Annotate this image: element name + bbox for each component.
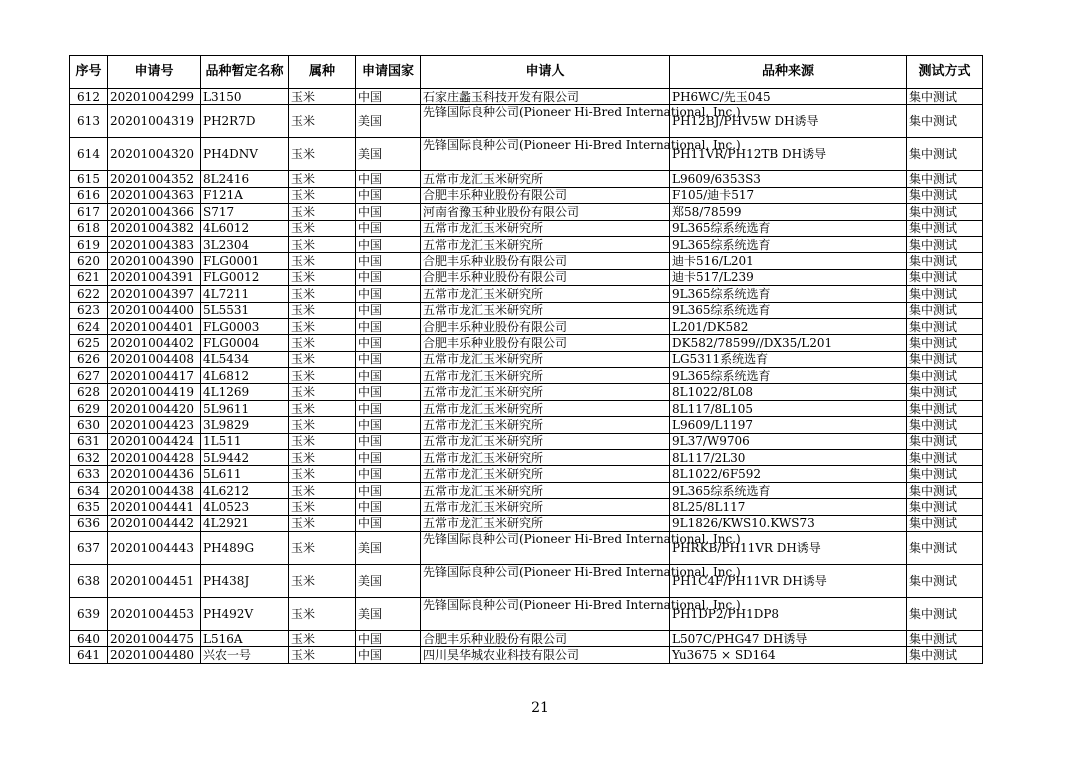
- table-row: [70, 105, 983, 138]
- application-no-cell: 20201004424: [108, 433, 201, 449]
- col-header-variety-name: 品种暂定名称: [201, 56, 289, 89]
- application-no-cell: 20201004438: [108, 482, 201, 498]
- table-row: [70, 187, 983, 203]
- seq-cell: 620: [70, 253, 108, 269]
- application-no-cell: 20201004320: [108, 138, 201, 171]
- country-cell: 中国: [356, 286, 421, 302]
- genus-cell: 玉米: [289, 171, 356, 187]
- country-cell: 美国: [356, 105, 421, 138]
- seq-cell: 628: [70, 384, 108, 400]
- application-no-cell: 20201004382: [108, 220, 201, 236]
- country-cell: 中国: [356, 482, 421, 498]
- seq-cell: 619: [70, 236, 108, 252]
- application-no-cell: 20201004423: [108, 417, 201, 433]
- table-row: [70, 220, 983, 236]
- variety-name-cell: 兴农一号: [201, 647, 289, 663]
- applicant-cell: 合肥丰乐种业股份有限公司: [421, 630, 670, 646]
- applicant-cell: 合肥丰乐种业股份有限公司: [421, 253, 670, 269]
- table-row: [70, 204, 983, 220]
- country-cell: 中国: [356, 318, 421, 334]
- variety-name-cell: 4L6812: [201, 368, 289, 384]
- table-row: [70, 531, 983, 564]
- table-row: [70, 89, 983, 105]
- genus-cell: 玉米: [289, 630, 356, 646]
- application-no-cell: 20201004480: [108, 647, 201, 663]
- application-no-cell: 20201004352: [108, 171, 201, 187]
- table-row: [70, 138, 983, 171]
- origin-cell: PH11VR/PH12TB DH诱导: [670, 138, 907, 171]
- applicant-cell: 五常市龙汇玉米研究所: [421, 482, 670, 498]
- applicant-cell: 五常市龙汇玉米研究所: [421, 450, 670, 466]
- seq-cell: 639: [70, 597, 108, 630]
- genus-cell: 玉米: [289, 253, 356, 269]
- test-method-cell: 集中测试: [907, 531, 983, 564]
- test-method-cell: 集中测试: [907, 564, 983, 597]
- country-cell: 中国: [356, 647, 421, 663]
- applicant-cell: 合肥丰乐种业股份有限公司: [421, 335, 670, 351]
- test-method-cell: 集中测试: [907, 647, 983, 663]
- test-method-cell: 集中测试: [907, 335, 983, 351]
- test-method-cell: 集中测试: [907, 384, 983, 400]
- applicant-cell: 五常市龙汇玉米研究所: [421, 368, 670, 384]
- variety-name-cell: 4L7211: [201, 286, 289, 302]
- table-row: [70, 253, 983, 269]
- origin-cell: L9609/6353S3: [670, 171, 907, 187]
- country-cell: 中国: [356, 253, 421, 269]
- seq-cell: 616: [70, 187, 108, 203]
- origin-cell: PH1DP2/PH1DP8: [670, 597, 907, 630]
- origin-cell: L201/DK582: [670, 318, 907, 334]
- country-cell: 中国: [356, 220, 421, 236]
- country-cell: 中国: [356, 450, 421, 466]
- country-cell: 中国: [356, 368, 421, 384]
- test-method-cell: 集中测试: [907, 171, 983, 187]
- variety-name-cell: 5L9611: [201, 400, 289, 416]
- applicant-cell: 合肥丰乐种业股份有限公司: [421, 187, 670, 203]
- variety-name-cell: FLG0004: [201, 335, 289, 351]
- origin-cell: DK582/78599//DX35/L201: [670, 335, 907, 351]
- test-method-cell: 集中测试: [907, 89, 983, 105]
- table-row: [70, 433, 983, 449]
- test-method-cell: 集中测试: [907, 187, 983, 203]
- origin-cell: 9L365综系统选育: [670, 236, 907, 252]
- applicant-cell: 石家庄蠡玉科技开发有限公司: [421, 89, 670, 105]
- seq-cell: 621: [70, 269, 108, 285]
- col-header-application-no: 申请号: [108, 56, 201, 89]
- variety-name-cell: 4L6212: [201, 482, 289, 498]
- genus-cell: 玉米: [289, 286, 356, 302]
- test-method-cell: 集中测试: [907, 220, 983, 236]
- application-no-cell: 20201004419: [108, 384, 201, 400]
- genus-cell: 玉米: [289, 89, 356, 105]
- application-no-cell: 20201004420: [108, 400, 201, 416]
- origin-cell: 郑58/78599: [670, 204, 907, 220]
- applicant-cell: 五常市龙汇玉米研究所: [421, 351, 670, 367]
- genus-cell: 玉米: [289, 450, 356, 466]
- seq-cell: 636: [70, 515, 108, 531]
- seq-cell: 635: [70, 499, 108, 515]
- application-no-cell: 20201004436: [108, 466, 201, 482]
- seq-cell: 627: [70, 368, 108, 384]
- country-cell: 美国: [356, 564, 421, 597]
- variety-name-cell: 5L611: [201, 466, 289, 482]
- country-cell: 中国: [356, 269, 421, 285]
- table-row: [70, 515, 983, 531]
- variety-name-cell: FLG0012: [201, 269, 289, 285]
- genus-cell: 玉米: [289, 318, 356, 334]
- test-method-cell: 集中测试: [907, 597, 983, 630]
- table-row: [70, 630, 983, 646]
- test-method-cell: 集中测试: [907, 351, 983, 367]
- page-number: 21: [531, 700, 549, 716]
- origin-cell: 8L1022/8L08: [670, 384, 907, 400]
- table-row: [70, 286, 983, 302]
- country-cell: 中国: [356, 499, 421, 515]
- applicant-cell: 五常市龙汇玉米研究所: [421, 384, 670, 400]
- test-method-cell: 集中测试: [907, 450, 983, 466]
- table-header-row: [70, 56, 983, 89]
- test-method-cell: 集中测试: [907, 630, 983, 646]
- genus-cell: 玉米: [289, 236, 356, 252]
- seq-cell: 613: [70, 105, 108, 138]
- applicant-cell: 先锋国际良种公司(Pioneer Hi-Bred International, Inc.): [421, 531, 670, 564]
- variety-name-cell: PH438J: [201, 564, 289, 597]
- variety-name-cell: 3L9829: [201, 417, 289, 433]
- application-no-cell: 20201004400: [108, 302, 201, 318]
- table-row: [70, 318, 983, 334]
- applicant-cell: 四川昊华城农业科技有限公司: [421, 647, 670, 663]
- test-method-cell: 集中测试: [907, 138, 983, 171]
- genus-cell: 玉米: [289, 384, 356, 400]
- genus-cell: 玉米: [289, 515, 356, 531]
- country-cell: 中国: [356, 335, 421, 351]
- country-cell: 中国: [356, 466, 421, 482]
- genus-cell: 玉米: [289, 597, 356, 630]
- seq-cell: 624: [70, 318, 108, 334]
- col-header-seq: 序号: [70, 56, 108, 89]
- seq-cell: 617: [70, 204, 108, 220]
- applicant-cell: 先锋国际良种公司(Pioneer Hi-Bred International, Inc.): [421, 138, 670, 171]
- application-no-cell: 20201004453: [108, 597, 201, 630]
- applicant-cell: 五常市龙汇玉米研究所: [421, 515, 670, 531]
- variety-name-cell: 4L2921: [201, 515, 289, 531]
- genus-cell: 玉米: [289, 187, 356, 203]
- application-no-cell: 20201004442: [108, 515, 201, 531]
- table-row: [70, 647, 983, 663]
- seq-cell: 637: [70, 531, 108, 564]
- seq-cell: 625: [70, 335, 108, 351]
- variety-name-cell: 4L0523: [201, 499, 289, 515]
- applicant-cell: 五常市龙汇玉米研究所: [421, 400, 670, 416]
- genus-cell: 玉米: [289, 499, 356, 515]
- applicant-cell: 五常市龙汇玉米研究所: [421, 417, 670, 433]
- test-method-cell: 集中测试: [907, 269, 983, 285]
- application-no-cell: 20201004397: [108, 286, 201, 302]
- origin-cell: L9609/L1197: [670, 417, 907, 433]
- test-method-cell: 集中测试: [907, 482, 983, 498]
- genus-cell: 玉米: [289, 433, 356, 449]
- application-no-cell: 20201004475: [108, 630, 201, 646]
- applicant-cell: 五常市龙汇玉米研究所: [421, 499, 670, 515]
- col-header-genus: 属种: [289, 56, 356, 89]
- genus-cell: 玉米: [289, 417, 356, 433]
- origin-cell: PH12BJ/PHV5W DH诱导: [670, 105, 907, 138]
- variety-name-cell: F121A: [201, 187, 289, 203]
- country-cell: 中国: [356, 433, 421, 449]
- table-row: [70, 400, 983, 416]
- applicant-cell: 五常市龙汇玉米研究所: [421, 286, 670, 302]
- seq-cell: 638: [70, 564, 108, 597]
- seq-cell: 626: [70, 351, 108, 367]
- variety-name-cell: FLG0001: [201, 253, 289, 269]
- test-method-cell: 集中测试: [907, 204, 983, 220]
- origin-cell: 9L1826/KWS10.KWS73: [670, 515, 907, 531]
- variety-name-cell: 4L5434: [201, 351, 289, 367]
- country-cell: 中国: [356, 630, 421, 646]
- variety-name-cell: S717: [201, 204, 289, 220]
- test-method-cell: 集中测试: [907, 499, 983, 515]
- application-no-cell: 20201004390: [108, 253, 201, 269]
- seq-cell: 623: [70, 302, 108, 318]
- application-no-cell: 20201004402: [108, 335, 201, 351]
- variety-name-cell: FLG0003: [201, 318, 289, 334]
- genus-cell: 玉米: [289, 220, 356, 236]
- applicant-cell: 五常市龙汇玉米研究所: [421, 220, 670, 236]
- seq-cell: 629: [70, 400, 108, 416]
- applicant-cell: 合肥丰乐种业股份有限公司: [421, 269, 670, 285]
- genus-cell: 玉米: [289, 564, 356, 597]
- table-row: [70, 236, 983, 252]
- genus-cell: 玉米: [289, 138, 356, 171]
- applicant-cell: 先锋国际良种公司(Pioneer Hi-Bred International, Inc.): [421, 564, 670, 597]
- origin-cell: PHRKB/PH11VR DH诱导: [670, 531, 907, 564]
- genus-cell: 玉米: [289, 647, 356, 663]
- origin-cell: 迪卡517/L239: [670, 269, 907, 285]
- applicant-cell: 五常市龙汇玉米研究所: [421, 236, 670, 252]
- test-method-cell: 集中测试: [907, 318, 983, 334]
- origin-cell: 9L365综系统选育: [670, 302, 907, 318]
- genus-cell: 玉米: [289, 204, 356, 220]
- country-cell: 中国: [356, 171, 421, 187]
- origin-cell: 9L365综系统选育: [670, 286, 907, 302]
- application-no-cell: 20201004299: [108, 89, 201, 105]
- country-cell: 中国: [356, 351, 421, 367]
- origin-cell: 9L365综系统选育: [670, 368, 907, 384]
- applicant-cell: 河南省豫玉种业股份有限公司: [421, 204, 670, 220]
- col-header-test-method: 测试方式: [907, 56, 983, 89]
- test-method-cell: 集中测试: [907, 466, 983, 482]
- applicant-cell: 合肥丰乐种业股份有限公司: [421, 318, 670, 334]
- applicant-cell: 五常市龙汇玉米研究所: [421, 466, 670, 482]
- country-cell: 中国: [356, 302, 421, 318]
- table-row: [70, 335, 983, 351]
- seq-cell: 630: [70, 417, 108, 433]
- origin-cell: Yu3675 × SD164: [670, 647, 907, 663]
- country-cell: 美国: [356, 138, 421, 171]
- table-row: [70, 351, 983, 367]
- country-cell: 中国: [356, 187, 421, 203]
- origin-cell: 9L365综系统选育: [670, 482, 907, 498]
- variety-name-cell: PH492V: [201, 597, 289, 630]
- table-row: [70, 564, 983, 597]
- col-header-applicant: 申请人: [421, 56, 670, 89]
- application-no-cell: 20201004366: [108, 204, 201, 220]
- country-cell: 中国: [356, 204, 421, 220]
- test-method-cell: 集中测试: [907, 515, 983, 531]
- genus-cell: 玉米: [289, 302, 356, 318]
- table-row: [70, 171, 983, 187]
- seq-cell: 640: [70, 630, 108, 646]
- table-row: [70, 466, 983, 482]
- country-cell: 美国: [356, 597, 421, 630]
- genus-cell: 玉米: [289, 368, 356, 384]
- table-row: [70, 269, 983, 285]
- application-no-cell: 20201004319: [108, 105, 201, 138]
- variety-name-cell: PH2R7D: [201, 105, 289, 138]
- variety-name-cell: L3150: [201, 89, 289, 105]
- genus-cell: 玉米: [289, 482, 356, 498]
- col-header-country: 申请国家: [356, 56, 421, 89]
- applicant-cell: 五常市龙汇玉米研究所: [421, 433, 670, 449]
- table-row: [70, 482, 983, 498]
- applicant-cell: 五常市龙汇玉米研究所: [421, 302, 670, 318]
- origin-cell: PH6WC/先玉045: [670, 89, 907, 105]
- country-cell: 中国: [356, 515, 421, 531]
- genus-cell: 玉米: [289, 335, 356, 351]
- seq-cell: 632: [70, 450, 108, 466]
- application-no-cell: 20201004363: [108, 187, 201, 203]
- country-cell: 美国: [356, 531, 421, 564]
- genus-cell: 玉米: [289, 531, 356, 564]
- test-method-cell: 集中测试: [907, 253, 983, 269]
- seq-cell: 618: [70, 220, 108, 236]
- test-method-cell: 集中测试: [907, 302, 983, 318]
- applicant-cell: 先锋国际良种公司(Pioneer Hi-Bred International, Inc.): [421, 597, 670, 630]
- table-row: [70, 384, 983, 400]
- variety-name-cell: 5L9442: [201, 450, 289, 466]
- variety-name-cell: 3L2304: [201, 236, 289, 252]
- origin-cell: 8L117/8L105: [670, 400, 907, 416]
- applicant-cell: 先锋国际良种公司(Pioneer Hi-Bred International, Inc.): [421, 105, 670, 138]
- application-no-cell: 20201004443: [108, 531, 201, 564]
- variety-name-cell: 5L5531: [201, 302, 289, 318]
- table-row: [70, 368, 983, 384]
- origin-cell: 8L1022/6F592: [670, 466, 907, 482]
- variety-name-cell: 1L511: [201, 433, 289, 449]
- seq-cell: 622: [70, 286, 108, 302]
- seq-cell: 614: [70, 138, 108, 171]
- table-row: [70, 499, 983, 515]
- table-row: [70, 450, 983, 466]
- origin-cell: LG5311系统选育: [670, 351, 907, 367]
- application-no-cell: 20201004428: [108, 450, 201, 466]
- application-no-cell: 20201004383: [108, 236, 201, 252]
- application-no-cell: 20201004391: [108, 269, 201, 285]
- variety-name-cell: PH489G: [201, 531, 289, 564]
- table-row: [70, 597, 983, 630]
- country-cell: 中国: [356, 384, 421, 400]
- origin-cell: 9L37/W9706: [670, 433, 907, 449]
- genus-cell: 玉米: [289, 400, 356, 416]
- test-method-cell: 集中测试: [907, 236, 983, 252]
- test-method-cell: 集中测试: [907, 105, 983, 138]
- test-method-cell: 集中测试: [907, 368, 983, 384]
- country-cell: 中国: [356, 400, 421, 416]
- genus-cell: 玉米: [289, 351, 356, 367]
- table-row: [70, 417, 983, 433]
- genus-cell: 玉米: [289, 105, 356, 138]
- table-row: [70, 302, 983, 318]
- variety-name-cell: 4L1269: [201, 384, 289, 400]
- origin-cell: 迪卡516/L201: [670, 253, 907, 269]
- application-no-cell: 20201004408: [108, 351, 201, 367]
- seq-cell: 612: [70, 89, 108, 105]
- origin-cell: 8L25/8L117: [670, 499, 907, 515]
- application-no-cell: 20201004401: [108, 318, 201, 334]
- country-cell: 中国: [356, 417, 421, 433]
- variety-name-cell: PH4DNV: [201, 138, 289, 171]
- seq-cell: 634: [70, 482, 108, 498]
- seq-cell: 641: [70, 647, 108, 663]
- origin-cell: F105/迪卡517: [670, 187, 907, 203]
- variety-name-cell: 8L2416: [201, 171, 289, 187]
- seq-cell: 631: [70, 433, 108, 449]
- country-cell: 中国: [356, 236, 421, 252]
- application-no-cell: 20201004417: [108, 368, 201, 384]
- application-no-cell: 20201004441: [108, 499, 201, 515]
- origin-cell: PH1C4F/PH11VR DH诱导: [670, 564, 907, 597]
- application-no-cell: 20201004451: [108, 564, 201, 597]
- seq-cell: 615: [70, 171, 108, 187]
- applicant-cell: 五常市龙汇玉米研究所: [421, 171, 670, 187]
- origin-cell: L507C/PHG47 DH诱导: [670, 630, 907, 646]
- seq-cell: 633: [70, 466, 108, 482]
- origin-cell: 8L117/2L30: [670, 450, 907, 466]
- test-method-cell: 集中测试: [907, 433, 983, 449]
- variety-name-cell: 4L6012: [201, 220, 289, 236]
- variety-registration-table: [69, 55, 983, 664]
- variety-name-cell: L516A: [201, 630, 289, 646]
- test-method-cell: 集中测试: [907, 417, 983, 433]
- test-method-cell: 集中测试: [907, 286, 983, 302]
- origin-cell: 9L365综系统选育: [670, 220, 907, 236]
- genus-cell: 玉米: [289, 269, 356, 285]
- test-method-cell: 集中测试: [907, 400, 983, 416]
- genus-cell: 玉米: [289, 466, 356, 482]
- col-header-origin: 品种来源: [670, 56, 907, 89]
- country-cell: 中国: [356, 89, 421, 105]
